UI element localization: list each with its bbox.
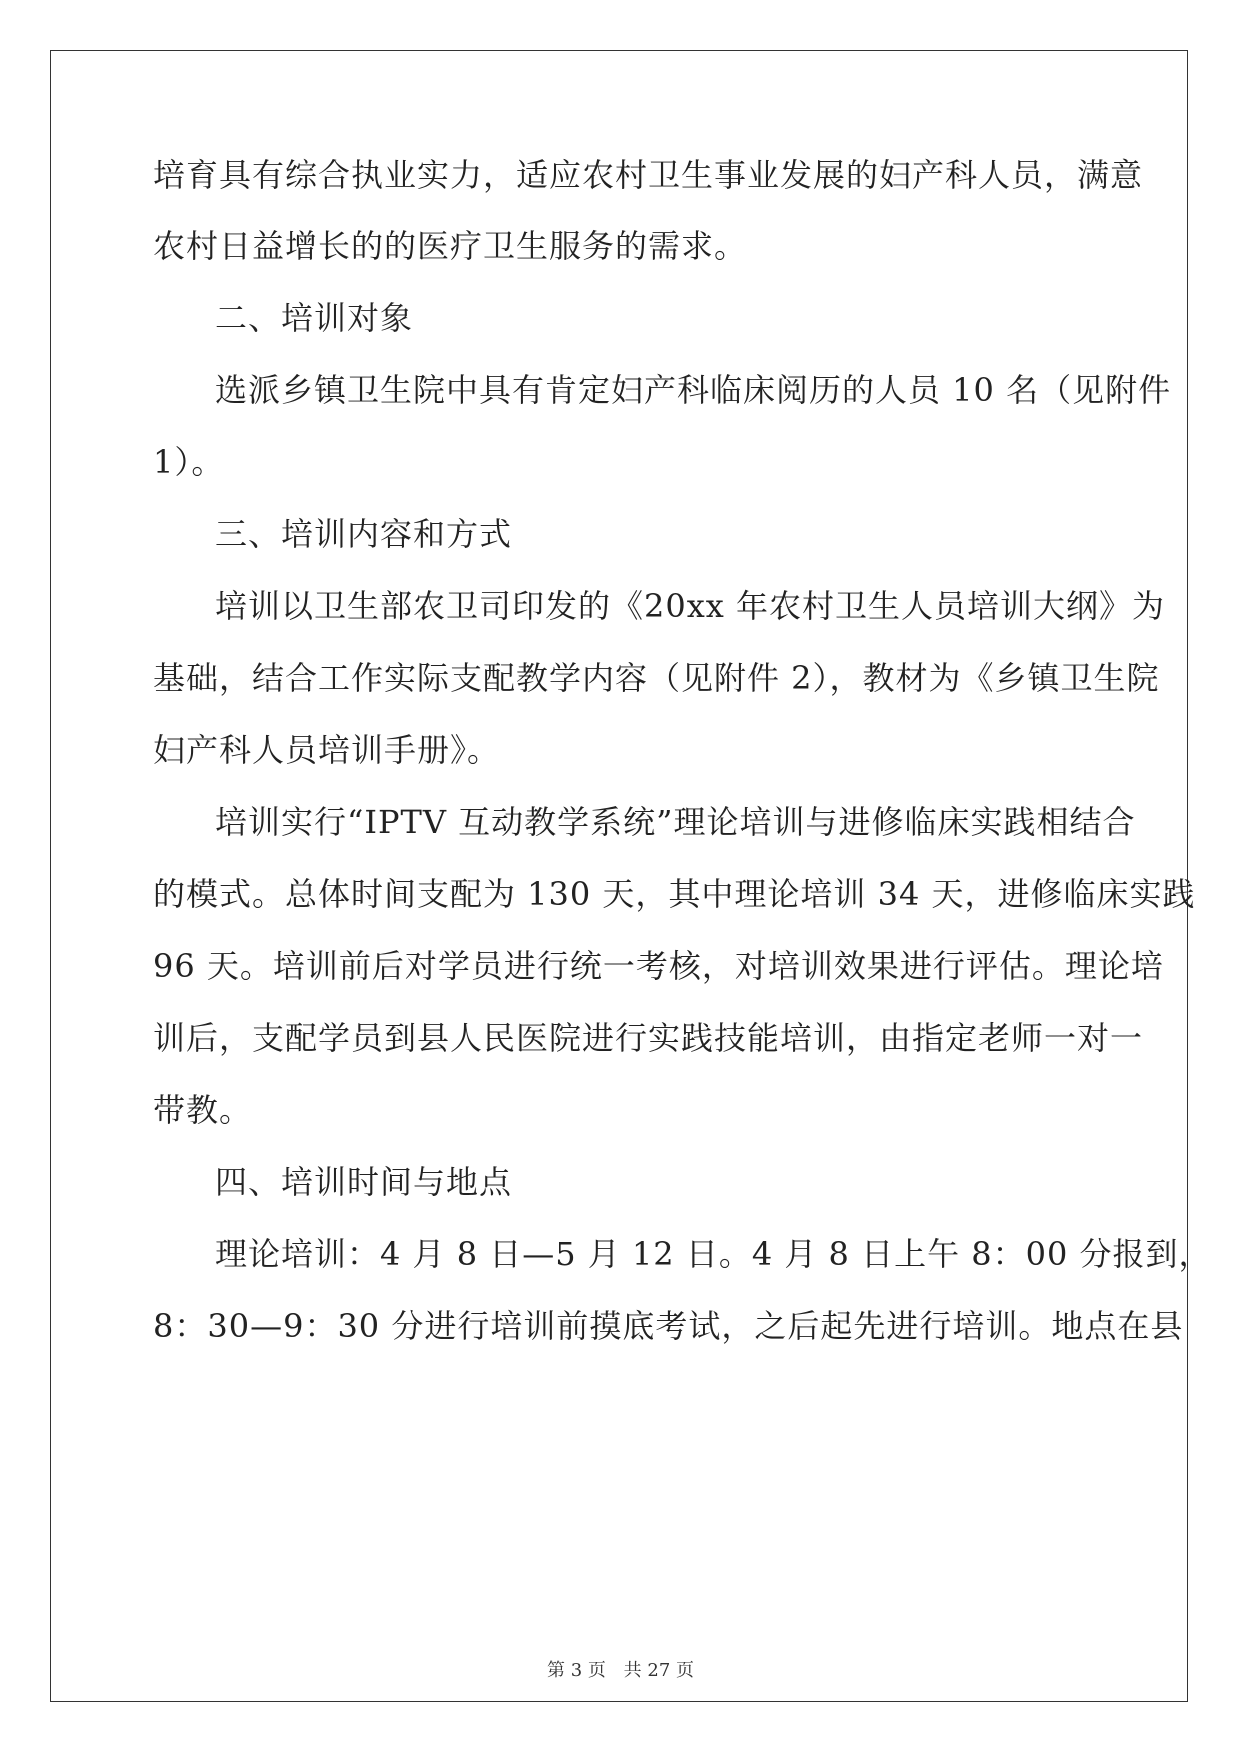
paragraph-line: 基础，结合工作实际支配教学内容（见附件 2），教材为《乡镇卫生院: [153, 659, 1160, 697]
page-total: 共 27 页: [623, 1660, 694, 1681]
paragraph-line: 培育具有综合执业实力，适应农村卫生事业发展的妇产科人员，满意: [153, 156, 1144, 194]
section-heading: 二、培训对象: [215, 299, 414, 337]
section-heading: 四、培训时间与地点: [215, 1163, 513, 1201]
section-heading: 三、培训内容和方式: [215, 515, 513, 553]
paragraph-line: 培训以卫生部农卫司印发的《20xx 年农村卫生人员培训大纲》为: [215, 587, 1165, 625]
paragraph-line: 训后，支配学员到县人民医院进行实践技能培训，由指定老师一对一: [153, 1019, 1144, 1057]
paragraph-line: 96 天。培训前后对学员进行统一考核，对培训效果进行评估。理论培: [153, 947, 1164, 985]
paragraph-line: 的模式。总体时间支配为 130 天，其中理论培训 34 天，进修临床实践: [153, 875, 1196, 913]
paragraph-line: 理论培训：4 月 8 日—5 月 12 日。4 月 8 日上午 8：00 分报到，: [215, 1235, 1212, 1273]
paragraph-line: 农村日益增长的的医疗卫生服务的需求。: [153, 227, 748, 265]
paragraph-line: 妇产科人员培训手册》。: [153, 731, 501, 769]
page-number: 第 3 页: [547, 1660, 606, 1681]
paragraph-line: 选派乡镇卫生院中具有肯定妇产科临床阅历的人员 10 名（见附件: [215, 371, 1172, 409]
page-footer: [0, 1660, 1241, 1682]
paragraph-line: 1）。: [153, 443, 225, 481]
paragraph-line: 培训实行“IPTV 互动教学系统”理论培训与进修临床实践相结合: [215, 803, 1136, 841]
paragraph-line: 8：30—9：30 分进行培训前摸底考试，之后起先进行培训。地点在县: [153, 1307, 1184, 1345]
paragraph-line: 带教。: [153, 1091, 253, 1129]
